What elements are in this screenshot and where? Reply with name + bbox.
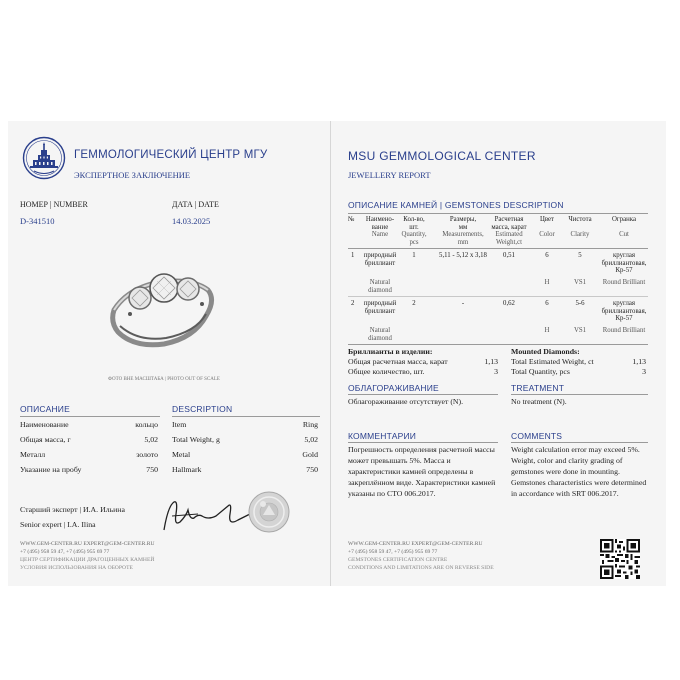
center-title-ru: ГЕММОЛОГИЧЕСКИЙ ЦЕНТР МГУ — [74, 149, 268, 161]
summary-en-weight-value: 1,13 — [632, 357, 646, 366]
signature-icon — [158, 496, 258, 536]
footer-ru-centre: ЦЕНТР СЕРТИФИКАЦИИ ДРАГОЦЕННЫХ КАМНЕЙ — [20, 557, 155, 563]
divider — [172, 416, 320, 417]
desc-ru-label-weight: Общая масса, г — [20, 435, 71, 444]
divider — [348, 344, 648, 345]
summary-en-qty-label: Total Quantity, pcs — [511, 367, 570, 376]
desc-en-label-hallmark: Hallmark — [172, 465, 202, 474]
expert-name-ru: Старший эксперт | И.А. Ильина — [20, 505, 125, 514]
desc-ru-label-hallmark: Указание на пробу — [20, 465, 82, 474]
gemstones-heading: ОПИСАНИЕ КАМНЕЙ | GEMSTONES DESCRIPTION — [348, 200, 564, 210]
comments-text-en: Weight calculation error may exceed 5%. Weight, color and clarity grading of gemstones were done in mounting. Gemstones characteristics were determined in accordance with SRT 006.2017. — [511, 445, 647, 498]
page-fold — [330, 121, 331, 586]
summary-ru-weight-label: Общая расчетная масса, карат — [348, 357, 448, 366]
report-type-en: JEWELLERY REPORT — [348, 170, 431, 180]
date-value: 14.03.2025 — [172, 216, 211, 226]
footer-en-conditions: CONDITIONS AND LIMITATIONS ARE ON REVERSE SIDE — [348, 565, 494, 571]
summary-ru-qty-label: Общее количество, шт. — [348, 367, 425, 376]
footer-en-contacts: WWW.GEM-CENTER.RU EXPERT@GEM-CENTER.RU — [348, 541, 483, 547]
treatment-text-en: No treatment (N). — [511, 397, 567, 406]
report-type-ru: ЭКСПЕРТНОЕ ЗАКЛЮЧЕНИЕ — [74, 170, 191, 180]
comments-heading-ru: КОММЕНТАРИИ — [348, 431, 417, 441]
desc-ru-value-metal: золото — [136, 450, 158, 459]
description-heading-en: DESCRIPTION — [172, 404, 233, 414]
divider — [348, 442, 498, 443]
desc-en-value-hallmark: 750 — [306, 465, 318, 474]
summary-heading-ru: Бриллианты в изделии: — [348, 347, 433, 356]
col-weight-header: Расчетная масса, карат Estimated Weight,ct — [491, 216, 527, 246]
divider — [348, 296, 648, 297]
desc-en-label-item: Item — [172, 420, 187, 429]
desc-en-value-item: Ring — [302, 420, 318, 429]
treatment-heading-ru: ОБЛАГОРАЖИВАНИЕ — [348, 383, 439, 393]
desc-en-value-weight: 5,02 — [304, 435, 318, 444]
summary-ru-qty-value: 3 — [494, 367, 498, 376]
col-color-header: Цвет Color — [539, 216, 555, 239]
divider — [20, 416, 160, 417]
ring-photo — [108, 258, 218, 358]
col-clarity-header: Чистота Clarity — [568, 216, 592, 239]
summary-en-weight-label: Total Estimated Weight, ct — [511, 357, 594, 366]
number-label: НОМЕР | NUMBER — [20, 200, 88, 209]
footer-en-centre: GEMSTONES CERTIFICATION CENTRE — [348, 557, 448, 563]
summary-ru-weight-value: 1,13 — [484, 357, 498, 366]
summary-heading-en: Mounted Diamonds: — [511, 347, 580, 356]
footer-ru-conditions: УСЛОВИЯ ИСПОЛЬЗОВАНИЯ НА ОБОРОТЕ — [20, 565, 133, 571]
desc-en-label-weight: Total Weight, g — [172, 435, 220, 444]
description-heading-ru: ОПИСАНИЕ — [20, 404, 70, 414]
comments-text-ru: Погрешность определения расчетной массы может превышать 5%. Масса и характеристики камней определены в закреплённом виде. Характеристики камней указаны по СТО 006.2017. — [348, 445, 496, 498]
diamond-center — [150, 274, 178, 302]
desc-ru-value-weight: 5,02 — [144, 435, 158, 444]
desc-ru-value-item: кольцо — [135, 420, 158, 429]
desc-ru-label-metal: Металл — [20, 450, 46, 459]
report-document: ГЕММОЛОГИЧЕСКИЙ ЦЕНТР МГУ ЭКСПЕРТНОЕ ЗАКЛЮЧЕНИЕ НОМЕР | NUMBER D-341510 ДАТА | DATE 14.03.2025 ФОТО ВНЕ МАСШТАБА | PHOTO OUT OF SCALE ОПИСАНИЕ DESCRIPTION Наименование Общая масса, г Металл Указание на пробу кольцо 5,02 золото 750 Item Total Weight, g Metal Hallmark Ring 5,02 Gold 750 Старший эксперт | И.А. Ильина Senior expert | I.A. Ilina WWW.GEM-CENTER.RU EXPERT@GEM-CENTER.RU +7 (495) 958 59 47, +7 (495) 955 69 77 ЦЕНТР СЕРТИФИКАЦИИ ДРАГОЦЕННЫХ КАМНЕЙ УСЛОВИЯ ИСПОЛЬЗОВАНИЯ НА ОБОРОТЕ MSU GEMMOLOGICAL CENTER JEWELLERY REPORT ОПИСАНИЕ КАМНЕЙ | GEMSTONES DESCRIPTION № Наимено- вание Name Кол-во, шт. Quantity, pcs Размеры, мм Measurements, mm Расчетная масса, карат Estimated Weight,ct Цвет Color Чистота Clarity Огранка Cut 1 природный бриллиант 1 5,11 - 5,12 x 3,18 0,51 6 5 круглая бриллиантовая, Кр-57 Natural diamond H VS1 Round Brilliant 2 природный бриллиант 2 - 0,62 6 5-6 круглая бриллиантовая, Кр-57 Natural diamond H VS1 Round Brilliant Бриллианты в изделии: Общая расчетная масса, карат 1,13 Общее количество, шт. 3 Mounted Diamonds: Total Estimated Weight, ct 1,13 Total Quantity, pcs 3 ОБЛАГОРАЖИВАНИЕ Облагораживание отсутствует (N). TREATMENT No treatment (N). КОММЕНТАРИИ Погрешность определения расчетной массы может превышать 5%. Масса и характеристики камней определены в закреплённом виде. Характеристики камней указаны по СТО 006.2017. COMMENTS Weight calculation error may exceed 5%. Weight, color and clarity grading of gemstones were done in mounting. Gemstones characteristics were determined in accordance with SRT 006.2017. WWW.GEM-CENTER.RU EXPERT@GEM-CENTER.RU +7 (495) 958 59 47, +7 (495) 955 69 77 GEMSTONES CERTIFICATION CENTRE CONDITIONS AND LIMITATIONS ARE ON REVERSE SIDE — [8, 121, 666, 586]
desc-en-label-metal: Metal — [172, 450, 191, 459]
divider — [511, 394, 648, 395]
col-size-header: Размеры, мм Measurements, mm — [442, 216, 484, 246]
treatment-heading-en: TREATMENT — [511, 383, 565, 393]
desc-ru-label-item: Наименование — [20, 420, 69, 429]
center-title-en: MSU GEMMOLOGICAL CENTER — [348, 149, 536, 163]
desc-en-value-metal: Gold — [302, 450, 318, 459]
msu-emblem-icon — [22, 136, 66, 180]
date-label: ДАТА | DATE — [172, 200, 219, 209]
col-qty-header: Кол-во, шт. Quantity, pcs — [401, 216, 427, 246]
footer-ru-phones: +7 (495) 958 59 47, +7 (495) 955 69 77 — [20, 549, 110, 555]
summary-en-qty-value: 3 — [642, 367, 646, 376]
diamond-side-right — [177, 278, 199, 300]
footer-ru-contacts: WWW.GEM-CENTER.RU EXPERT@GEM-CENTER.RU — [20, 541, 155, 547]
diamond-side-left — [129, 287, 151, 309]
divider — [511, 442, 648, 443]
qr-code-icon[interactable] — [600, 539, 640, 579]
desc-ru-value-hallmark: 750 — [146, 465, 158, 474]
comments-heading-en: COMMENTS — [511, 431, 563, 441]
expert-name-en: Senior expert | I.A. Ilina — [20, 520, 96, 529]
footer-en-phones: +7 (495) 958 59 47, +7 (495) 955 69 77 — [348, 549, 438, 555]
col-name-header: Наимено- вание Name — [365, 216, 395, 239]
hologram-seal-icon — [248, 491, 290, 533]
divider — [348, 394, 498, 395]
number-value: D-341510 — [20, 216, 55, 226]
treatment-text-ru: Облагораживание отсутствует (N). — [348, 397, 464, 406]
photo-caption: ФОТО ВНЕ МАСШТАБА | PHOTO OUT OF SCALE — [108, 377, 220, 382]
divider — [348, 248, 648, 249]
divider — [348, 213, 648, 214]
col-no-header: № — [348, 216, 355, 223]
col-cut-header: Огранка Cut — [612, 216, 636, 239]
